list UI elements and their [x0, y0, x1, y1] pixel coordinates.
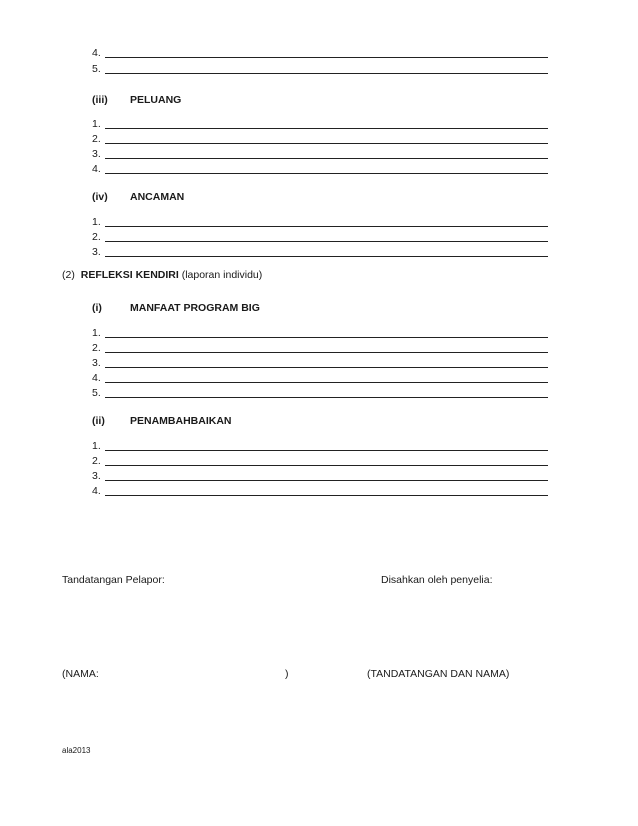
- line-number: 1.: [92, 118, 101, 130]
- line-number: 4.: [92, 163, 101, 175]
- line-number: 3.: [92, 246, 101, 258]
- section-iv-title: ANCAMAN: [130, 191, 185, 203]
- line-number: 1.: [92, 440, 101, 452]
- section-i-roman: (i): [92, 302, 102, 314]
- section-ii-title: PENAMBAHBAIKAN: [130, 415, 232, 427]
- line-number: 4.: [92, 47, 101, 59]
- section-iii-title: PELUANG: [130, 94, 182, 106]
- answer-line: [92, 130, 548, 146]
- answer-line: [92, 384, 548, 400]
- answer-line: [92, 44, 548, 60]
- answer-line: [92, 467, 548, 483]
- answer-line: [92, 228, 548, 244]
- line-number: 1.: [92, 216, 101, 228]
- section-ii-roman: (ii): [92, 415, 105, 427]
- name-field-close: ): [285, 668, 289, 680]
- part-2-heading: [62, 269, 262, 281]
- signature-and-name-label: (TANDATANGAN DAN NAMA): [367, 668, 510, 680]
- answer-line: [92, 145, 548, 161]
- part-2-subtitle: (laporan individu): [181, 269, 263, 281]
- line-number: 3.: [92, 357, 101, 369]
- answer-line: [92, 243, 548, 259]
- section-iii-roman: (iii): [92, 94, 108, 106]
- answer-line: [92, 160, 548, 176]
- reporter-signature-label: Tandatangan Pelapor:: [62, 574, 165, 586]
- supervisor-approval-label: Disahkan oleh penyelia:: [381, 574, 493, 586]
- answer-line: [92, 213, 548, 229]
- section-iv-roman: (iv): [92, 191, 108, 203]
- answer-line: [92, 452, 548, 468]
- answer-line: [92, 369, 548, 385]
- answer-line: [92, 115, 548, 131]
- line-number: 2.: [92, 231, 101, 243]
- answer-line: [92, 60, 548, 76]
- line-number: 2.: [92, 455, 101, 467]
- line-number: 4.: [92, 485, 101, 497]
- name-field-open: (NAMA:: [62, 668, 99, 680]
- line-number: 1.: [92, 327, 101, 339]
- line-number: 2.: [92, 133, 101, 145]
- line-number: 5.: [92, 63, 101, 75]
- line-number: 5.: [92, 387, 101, 399]
- line-number: 2.: [92, 342, 101, 354]
- line-number: 4.: [92, 372, 101, 384]
- answer-line: [92, 339, 548, 355]
- part-2-number: (2): [62, 269, 75, 281]
- answer-line: [92, 324, 548, 340]
- line-number: 3.: [92, 470, 101, 482]
- footer-code: ala2013: [62, 746, 91, 755]
- line-number: 3.: [92, 148, 101, 160]
- answer-line: [92, 354, 548, 370]
- section-i-title: MANFAAT PROGRAM BIG: [130, 302, 260, 314]
- part-2-title: REFLEKSI KENDIRI: [80, 269, 179, 281]
- answer-line: [92, 437, 548, 453]
- answer-line: [92, 482, 548, 498]
